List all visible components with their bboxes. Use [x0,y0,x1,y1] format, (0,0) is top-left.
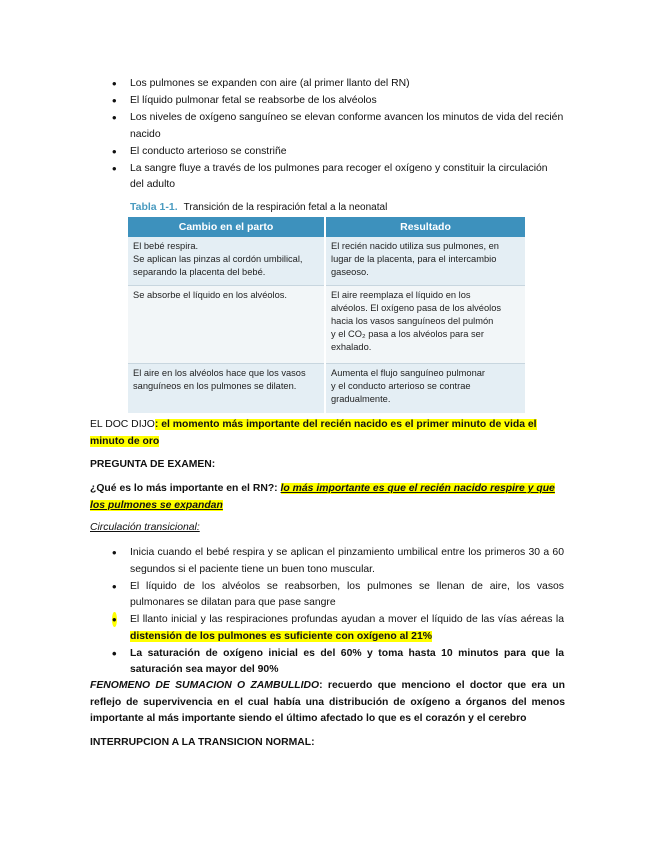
doc-dijo-prefix: EL DOC DIJO [90,419,155,430]
fenomeno-text: : recuerdo que menciono el doctor que era un reflejo de supervivencia en el cual había una distribución de oxígeno a órganos del menos importante al más importante siendo el último afectado lo que es el corazón y el cerebro [90,680,565,724]
exam-question-heading: PREGUNTA DE EXAMEN: [90,459,216,470]
table-caption-label: Tabla 1-1. [130,201,178,213]
transition-table [128,217,525,413]
circulacion-title: Circulación transicional: [90,522,200,533]
rn-answer: lo más importante es que el recién nacido respire y que los pulmones se expandan [90,483,555,511]
doc-dijo-paragraph [90,417,565,450]
interrupcion-heading: INTERRUPCION A LA TRANSICION NORMAL: [90,737,315,748]
fenomeno-title: FENOMENO DE SUMACION O ZAMBULLIDO [90,680,320,691]
rn-question-paragraph [90,481,565,514]
list-item: • El líquido de los alvéolos se reabsorben, los pulmones se llenan de aire, los vasos pulmonares se dilatan para que pase sangre [112,579,564,612]
top-bullet-list [112,76,564,194]
table-cell-resultado: El recién nacido utiliza sus pulmones, en lugar de la placenta, para el intercambio gaseoso. [325,237,525,286]
list-item: • La saturación de oxígeno inicial es del 60% y toma hasta 10 minutos para que la saturación sea mayor del 90% [112,646,564,679]
table-caption-text: Transición de la respiración fetal a la neonatal [183,202,388,213]
table-header-resultado: Resultado [325,217,525,237]
table-cell-cambio: Se absorbe el líquido en los alvéolos. [128,286,325,364]
list-item: • Inicia cuando el bebé respira y se aplican el pinzamiento umbilical entre los primeros 30 a 60 segundos si el paciente tiene un buen tono muscular. [112,545,564,578]
list-item: • La sangre fluye a través de los pulmones para recoger el oxígeno y constituir la circulación del adulto [112,161,564,194]
rn-question: ¿Qué es lo más importante en el RN?: [90,483,278,494]
table-header-cambio: Cambio en el parto [128,217,325,237]
table-cell-resultado: El aire reemplaza el líquido en los alvéolos. El oxígeno pasa de los alvéolos hacia los vasos sanguíneos del pulmón y el CO₂ pasa a los alvéolos para ser exhalado. [325,286,525,364]
list-item: • Los pulmones se expanden con aire (al primer llanto del RN) [112,76,564,93]
circulacion-bullet-list [112,545,564,679]
table-row [128,286,525,364]
table-row [128,364,525,414]
fenomeno-paragraph [90,678,565,728]
doc-dijo-highlight: : el momento más importante del recién nacido es el primer minuto de vida el minuto de oro [90,419,537,447]
table-row [128,237,525,286]
list-item: • Los niveles de oxígeno sanguíneo se elevan conforme avancen los minutos de vida del recién nacido [112,110,564,143]
table-caption [130,201,387,213]
list-item: • El líquido pulmonar fetal se reabsorbe de los alvéolos [112,93,564,110]
table-cell-resultado: Aumenta el flujo sanguíneo pulmonar y el conducto arterioso se contrae gradualmente. [325,364,525,414]
list-item: • El llanto inicial y las respiraciones profundas ayudan a mover el líquido de las vías aéreas la distensión de los pulmones es suficiente con oxígeno al 21% [112,612,564,645]
table-cell-cambio: El aire en los alvéolos hace que los vasos sanguíneos en los pulmones se dilaten. [128,364,325,414]
list-item: • El conducto arterioso se constriñe [112,144,564,161]
table-cell-cambio: El bebé respira. Se aplican las pinzas al cordón umbilical, separando la placenta del bebé. [128,237,325,286]
